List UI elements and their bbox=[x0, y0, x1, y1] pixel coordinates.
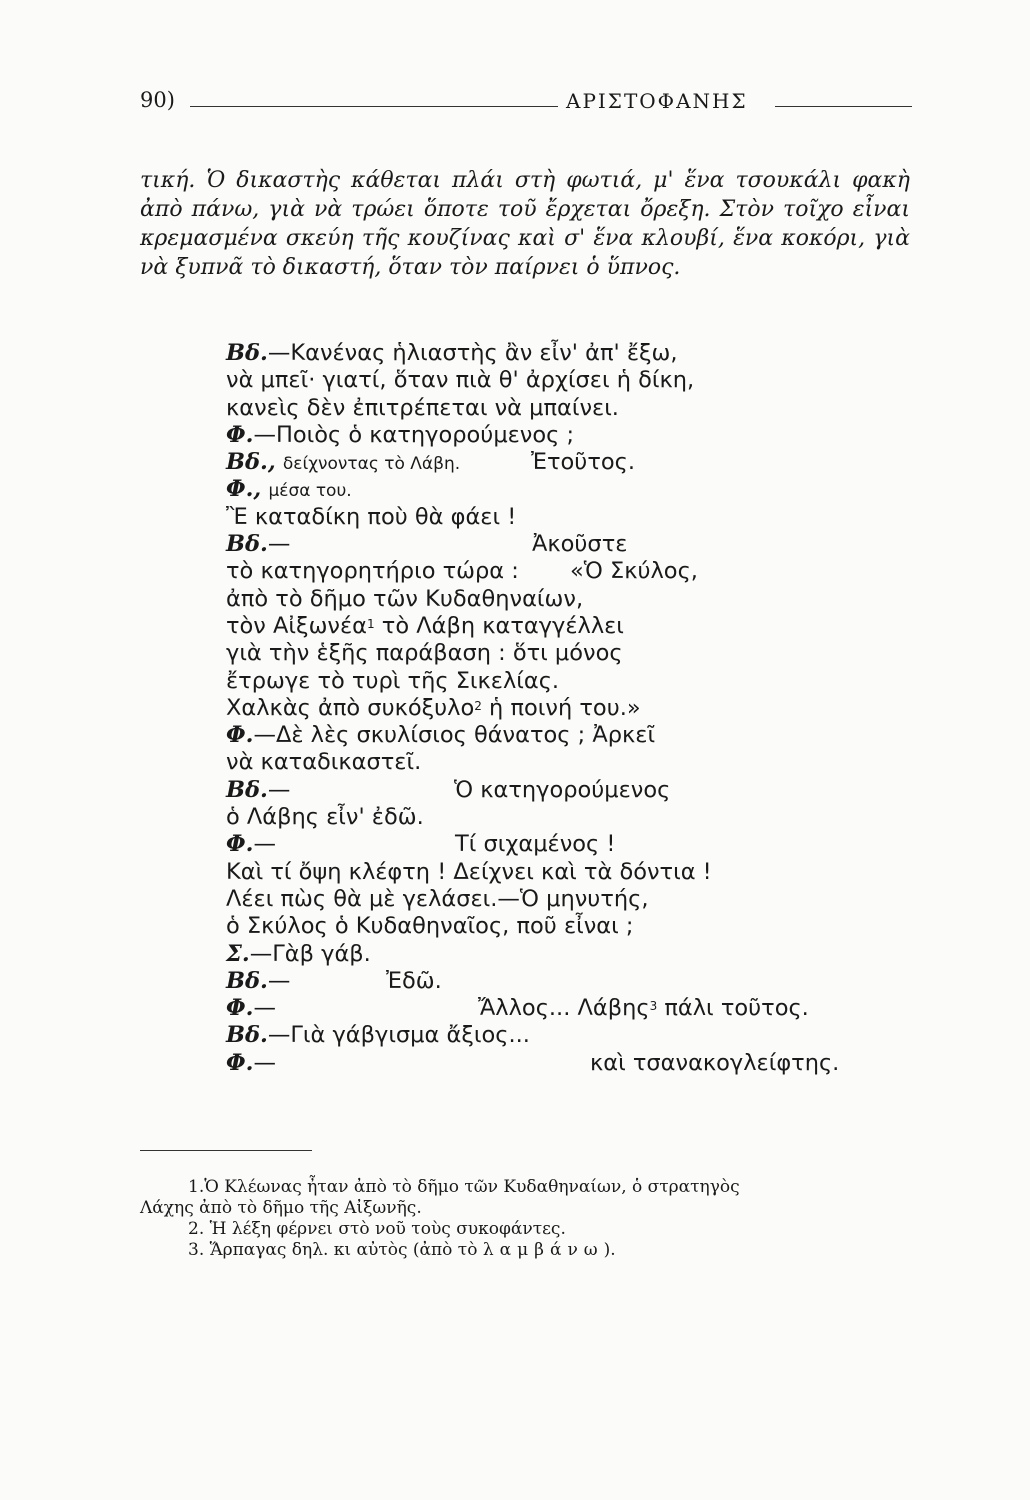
verse-text: ἡ ποινή του.» bbox=[481, 694, 641, 721]
footnotes bbox=[140, 1177, 915, 1261]
speaker-label: Φ. bbox=[226, 722, 254, 749]
verse-text: πάλι τοῦτος. bbox=[657, 995, 809, 1022]
verse-line bbox=[226, 449, 926, 476]
verse-text: νὰ καταδικαστεῖ. bbox=[226, 749, 422, 776]
verse-line bbox=[226, 695, 926, 722]
verse-line bbox=[226, 749, 926, 776]
verse-line bbox=[226, 886, 926, 913]
speaker-label: Φ. bbox=[226, 1049, 254, 1076]
header-rule-left bbox=[190, 106, 558, 107]
verse-text: τὸν Αἰξωνέα bbox=[226, 612, 367, 639]
verse-text: —Κανένας ἡλιαστὴς ἂν εἶν' ἀπ' ἔξω, bbox=[267, 340, 678, 366]
verse-text: Ἒ καταδίκη ποὺ θὰ φάει ! bbox=[226, 503, 517, 530]
running-title: ΑΡΙΣΤΟΦΑΝΗΣ bbox=[566, 89, 748, 113]
verse-text: Ὁ κατηγορούμενος bbox=[454, 776, 671, 803]
verse-text: Ἀκοῦστε bbox=[532, 531, 628, 558]
speaker-label: Βδ. bbox=[226, 1022, 268, 1049]
dash: — bbox=[267, 776, 291, 803]
footnote-3 bbox=[140, 1240, 915, 1261]
verse-text: Τί σιχαμένος ! bbox=[455, 831, 616, 858]
stage-aside: μέσα του. bbox=[268, 481, 352, 502]
verse-line bbox=[226, 831, 926, 858]
speaker-label: Σ. bbox=[226, 940, 250, 967]
verse-line bbox=[226, 367, 926, 394]
speaker-label: Βδ. bbox=[226, 340, 268, 366]
footnote-1 bbox=[140, 1177, 915, 1198]
stage-aside: δείχνοντας τὸ Λάβη. bbox=[282, 454, 461, 475]
verse-text bbox=[478, 995, 809, 1022]
verse-line bbox=[226, 859, 926, 886]
verse-text: —Γιὰ γάβγισμα ἄξιος... bbox=[267, 1022, 530, 1049]
footnote-text: 1.Ὁ Κλέωνας ἦταν ἀπὸ τὸ δῆμο τῶν Κυδαθηναίων, ὁ στρατηγὸς bbox=[188, 1177, 740, 1197]
verse-line bbox=[226, 941, 926, 968]
dash: — bbox=[267, 967, 291, 994]
verse-line bbox=[226, 422, 926, 449]
verse-text: «Ὁ Σκύλος, bbox=[570, 558, 698, 585]
verse-line bbox=[226, 1022, 926, 1049]
dash: — bbox=[267, 531, 291, 558]
verse-text: ἔτρωγε τὸ τυρὶ τῆς Σικελίας. bbox=[226, 667, 560, 694]
verse-line bbox=[226, 640, 926, 667]
verse-text: νὰ μπεῖ· γιατί, ὅταν πιὰ θ' ἀρχίσει ἡ δίκη, bbox=[226, 367, 695, 394]
verse-text: Καὶ τί ὄψη κλέφτη ! Δείχνει καὶ τὰ δόντια ! bbox=[226, 858, 712, 885]
stage-direction: τική. Ὁ δικαστὴς κάθεται πλάι στὴ φωτιά, μ' ἕνα τσουκάλι φακὴ ἀπὸ πάνω, γιὰ νὰ τρώει ὅποτε τοῦ ἔρχεται ὄρεξη. Στὸν τοῖχο εἶναι κρεμασμένα σκεύη τῆς κουζίνας καὶ σ' ἕνα κλουβί, ἕνα κοκόρι, γιὰ νὰ ξυπνᾶ τὸ δικαστή, ὅταν τὸν παίρνει ὁ ὕπνος. bbox=[140, 168, 910, 280]
dash: — bbox=[253, 831, 276, 858]
verse-line bbox=[226, 1050, 926, 1077]
verse-line bbox=[226, 613, 926, 640]
verse-text: Χαλκὰς ἀπὸ συκόξυλο bbox=[226, 694, 475, 721]
speaker-label: Φ., bbox=[226, 476, 262, 503]
verse-line bbox=[226, 777, 926, 804]
speaker-label: Βδ. bbox=[226, 967, 268, 994]
speaker-label: Φ. bbox=[226, 421, 254, 448]
header-rule-right bbox=[775, 106, 912, 107]
speaker-label: Φ. bbox=[226, 831, 254, 858]
speaker-label: Βδ. bbox=[226, 776, 268, 803]
speaker-label: Φ. bbox=[226, 995, 254, 1022]
verse-text: —Δὲ λὲς σκυλίσιος θάνατος ; Ἀρκεῖ bbox=[253, 722, 656, 749]
footnote-text: 2. Ἡ λέξη φέρνει στὸ νοῦ τοὺς συκοφάντες. bbox=[188, 1219, 566, 1239]
footnote-rule bbox=[140, 1150, 312, 1151]
speaker-label: Βδ. bbox=[226, 531, 268, 558]
verse-line bbox=[226, 531, 926, 558]
verse-text: κανεὶς δὲν ἐπιτρέπεται νὰ μπαίνει. bbox=[226, 394, 619, 421]
verse-line bbox=[226, 804, 926, 831]
footnote-text: 3. Ἅρπαγας δηλ. κι αὐτὸς (ἀπὸ τὸ bbox=[188, 1240, 483, 1260]
verse-text: τὸ Λάβη καταγγέλλει bbox=[374, 612, 624, 639]
verse-text: —Ποιὸς ὁ κατηγορούμενος ; bbox=[253, 421, 575, 448]
verse-line bbox=[226, 995, 926, 1022]
footnote-marker: 3 bbox=[649, 999, 658, 1014]
speaker-label: Βδ., bbox=[226, 449, 276, 476]
verse-text: ἀπὸ τὸ δῆμο τῶν Κυδαθηναίων, bbox=[226, 585, 584, 612]
verse-text: Λέει πὼς θὰ μὲ γελάσει.—Ὁ μηνυτής, bbox=[226, 885, 649, 912]
verse-line bbox=[226, 722, 926, 749]
verse-line bbox=[226, 395, 926, 422]
footnote-spaced-word: λαμβάνω bbox=[482, 1240, 604, 1260]
verse-text: Ἄλλος... Λάβης bbox=[478, 995, 650, 1022]
footnote-1-cont bbox=[140, 1198, 915, 1219]
verse-line bbox=[226, 586, 926, 613]
verse-text: καὶ τσανακογλείφτης. bbox=[590, 1049, 840, 1076]
verse-text: τὸ κατηγορητήριο τώρα : bbox=[226, 558, 519, 585]
dash: — bbox=[253, 995, 276, 1022]
verse-line bbox=[226, 968, 926, 995]
footnote-text: Λάχης ἀπὸ τὸ δῆμο τῆς Αἰξωνῆς. bbox=[140, 1198, 422, 1218]
verse-line bbox=[226, 340, 926, 367]
footnote-text: ). bbox=[603, 1240, 616, 1260]
footnote-2 bbox=[140, 1219, 915, 1240]
page-number: 90) bbox=[140, 88, 175, 112]
verse-text: Ἐτοῦτος. bbox=[531, 449, 635, 476]
verse-text: ὁ Λάβης εἶν' ἐδῶ. bbox=[226, 804, 424, 831]
dash: — bbox=[253, 1049, 276, 1076]
verse-line bbox=[226, 668, 926, 695]
verse-line bbox=[226, 476, 926, 503]
running-header bbox=[140, 88, 912, 118]
footnote-marker: 2 bbox=[474, 698, 482, 713]
verse-text: Ἐδῶ. bbox=[386, 967, 442, 994]
verse-line bbox=[226, 558, 926, 585]
verse-text: —Γὰβ γάβ. bbox=[249, 940, 371, 967]
verse-line bbox=[226, 504, 926, 531]
dialogue-verse bbox=[226, 340, 926, 1077]
verse-text: ὁ Σκύλος ὁ Κυδαθηναῖος, ποῦ εἶναι ; bbox=[226, 913, 634, 940]
verse-line bbox=[226, 913, 926, 940]
verse-text: γιὰ τὴν ἑξῆς παράβαση : ὅτι μόνος bbox=[226, 640, 623, 667]
footnote-marker: 1 bbox=[367, 616, 375, 631]
